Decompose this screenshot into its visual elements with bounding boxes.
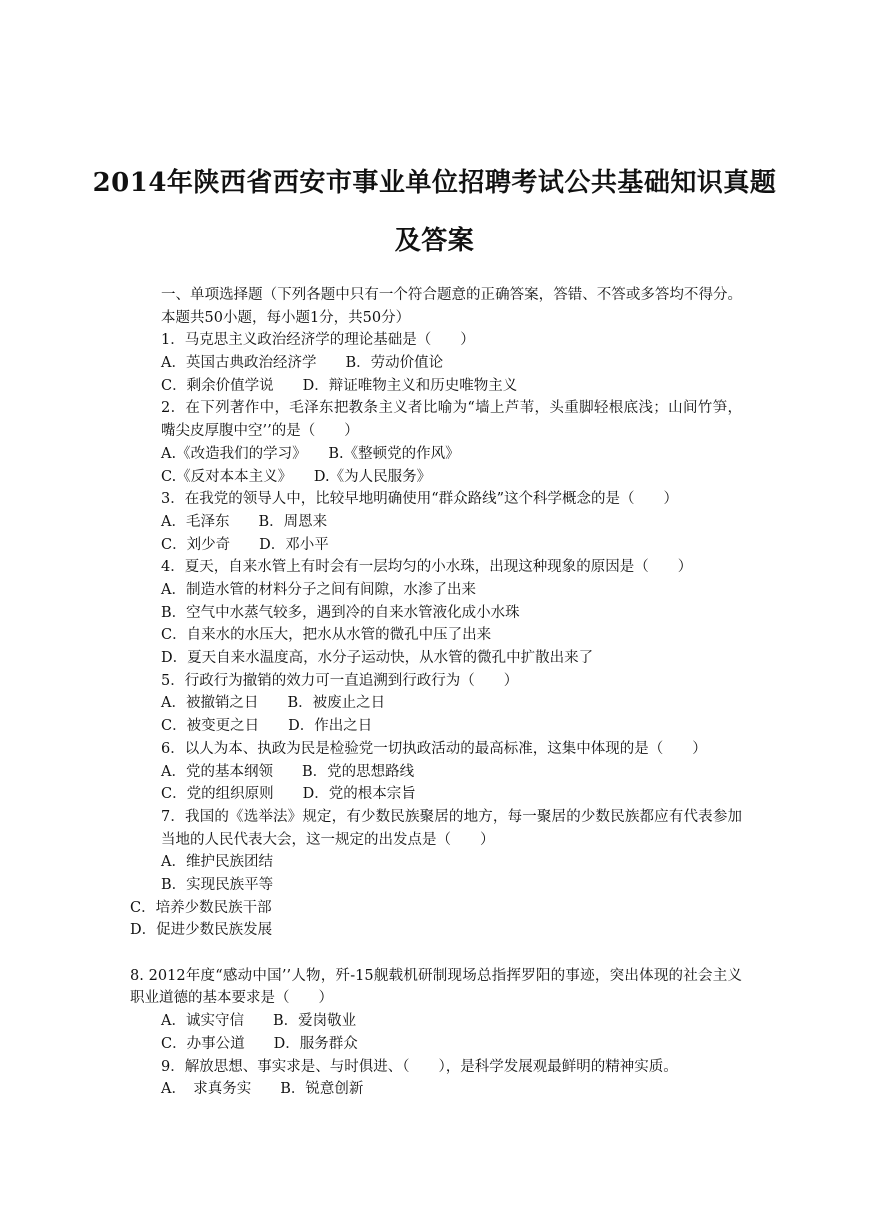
question-4-option-c: C．自来水的水压大，把水从水管的微孔中压了出来 — [161, 627, 492, 644]
question-9-options-ab: A． 求真务实 B．锐意创新 — [161, 1081, 364, 1098]
question-6: 6．以人为本、执政为民是检验党一切执政活动的最高标准，这集中体现的是（ ） — [161, 740, 707, 757]
document-title: 2014年陕西省西安市事业单位招聘考试公共基础知识真题 — [92, 168, 777, 198]
question-1-options-ab: A．英国古典政治经济学 B．劳动价值论 — [161, 355, 444, 372]
document-body — [130, 284, 742, 1101]
question-7-option-a: A．维护民族团结 — [161, 854, 273, 871]
question-4-option-a: A．制造水管的材料分子之间有间隙，水渗了出来 — [161, 582, 476, 598]
question-6-options-ab: A．党的基本纲领 B．党的思想路线 — [161, 763, 415, 780]
question-4: 4．夏天，自来水管上有时会有一层均匀的小水珠，出现这种现象的原因是（ ） — [161, 559, 693, 576]
question-6-options-cd: C．党的组织原则 D．党的根本宗旨 — [161, 786, 416, 803]
question-3-options-cd: C．刘少奇 D．邓小平 — [161, 536, 329, 553]
question-7: 7．我国的《选举法》规定，有少数民族聚居的地方，每一聚居的少数民族都应有代表参加当地的人民代表大会，这一规定的出发点是（ ） — [161, 808, 742, 848]
question-5: 5．行政行为撤销的效力可一直追溯到行政行为（ ） — [161, 672, 519, 689]
question-8: 8. 2012年度“感动中国’’人物，歼-15舰载机研制现场总指挥罗阳的事迹，突出体现的社会主义职业道德的基本要求是（ ） — [130, 967, 742, 1007]
question-2: 2．在下列著作中，毛泽东把教条主义者比喻为“墙上芦苇，头重脚轻根底浅；山间竹笋，嘴尖皮厚腹中空’’的是（ ） — [161, 400, 742, 440]
question-4-option-d: D．夏天自来水温度高，水分子运动快，从水管的微孔中扩散出来了 — [161, 650, 594, 667]
question-3: 3．在我党的领导人中，比较早地明确使用“群众路线”这个科学概念的是（ ） — [161, 491, 679, 508]
blank-line — [130, 942, 742, 965]
document-title-continued: 及答案 — [394, 226, 475, 256]
question-7-option-b: B．实现民族平等 — [161, 876, 274, 893]
question-8-options-ab: A．诚实守信 B．爱岗敬业 — [161, 1013, 357, 1030]
question-2-options-ab: A.《改造我们的学习》 B.《整顿党的作风》 — [161, 445, 460, 462]
question-2-options-cd: C.《反对本本主义》 D.《为人民服务》 — [161, 468, 432, 485]
question-5-options-ab: A．被撤销之日 B．被废止之日 — [161, 695, 386, 712]
section-heading: 一、单项选择题（下列各题中只有一个符合题意的正确答案，答错、不答或多答均不得分。本题共50小题，每小题1分，共50分） — [161, 287, 742, 326]
question-3-options-ab: A．毛泽东 B．周恩来 — [161, 513, 328, 530]
question-7-option-d: D．促进少数民族发展 — [130, 922, 273, 939]
question-1-options-cd: C．剩余价值学说 D．辩证唯物主义和历史唯物主义 — [161, 377, 518, 394]
question-9: 9．解放思想、事实求是、与时俱进、（ ），是科学发展观最鲜明的精神实质。 — [161, 1058, 678, 1075]
question-7-option-c: C．培养少数民族干部 — [130, 899, 272, 916]
question-5-options-cd: C．被变更之日 D．作出之日 — [161, 718, 373, 735]
question-1: 1．马克思主义政治经济学的理论基础是（ ） — [161, 332, 475, 349]
question-8-options-cd: C．办事公道 D．服务群众 — [161, 1035, 358, 1052]
question-4-option-b: B．空气中水蒸气较多，遇到冷的自来水管液化成小水珠 — [161, 604, 520, 621]
